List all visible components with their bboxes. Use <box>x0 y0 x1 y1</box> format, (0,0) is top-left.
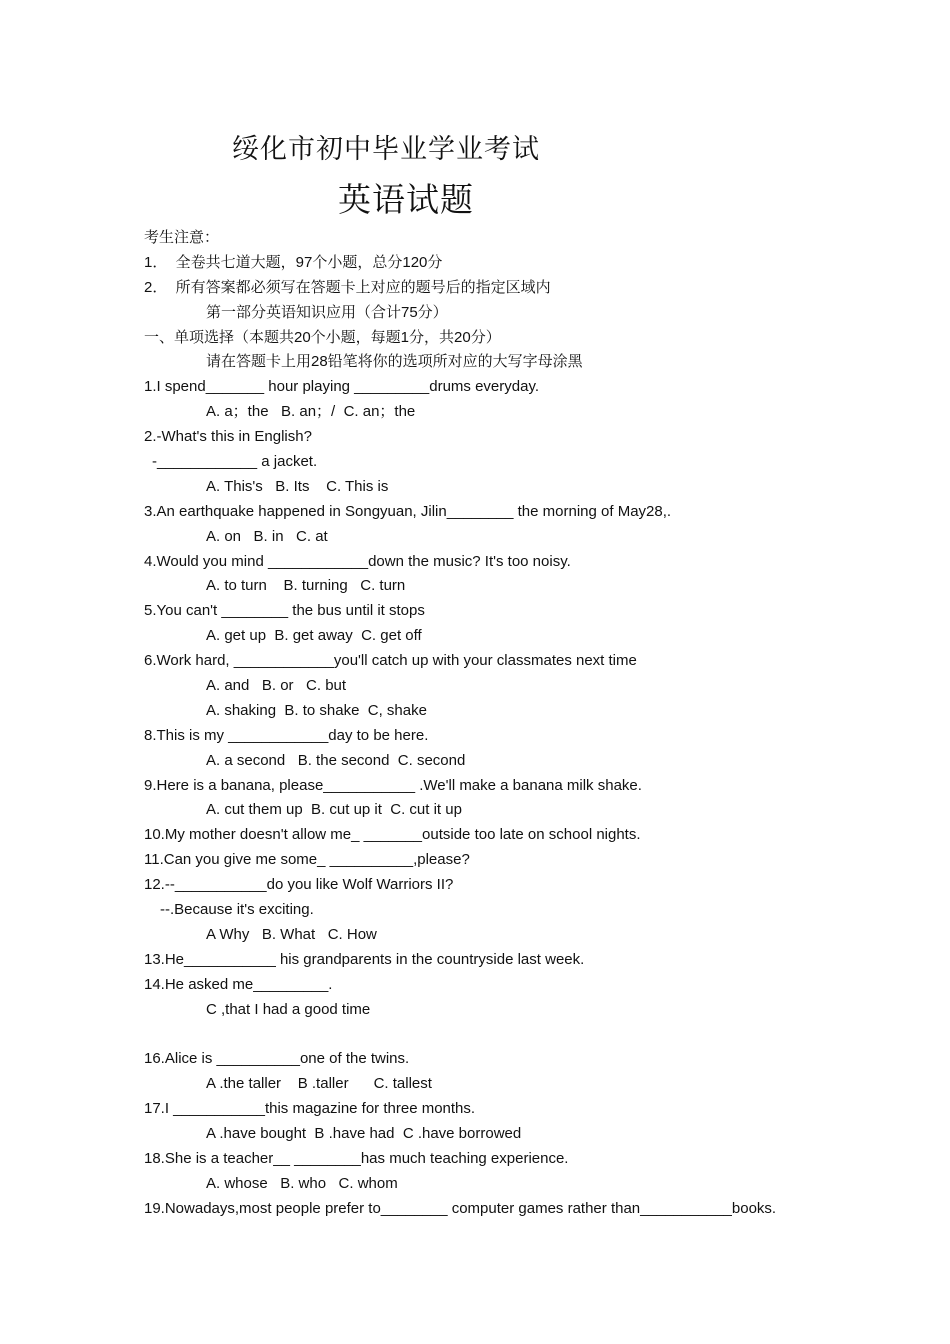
question-8: 8.This is my ____________day to be here. <box>144 726 429 744</box>
question-2-reply: -____________ a jacket. <box>152 453 318 471</box>
options-12: A Why B. What C. How <box>206 925 377 943</box>
question-17: 17.I ___________this magazine for three months. <box>144 1100 476 1118</box>
subject-title: 英语试题 <box>338 180 474 219</box>
options-16: A .the taller B .taller C. tallest <box>206 1075 432 1093</box>
blank-line <box>144 1023 904 1048</box>
question-5: 5.You can't ________ the bus until it stops <box>144 602 425 620</box>
options-17: A .have bought B .have had C .have borrowed <box>206 1125 522 1143</box>
notice-item-1: 1． 全卷共七道大题，97个小题，总分120分 <box>144 253 443 271</box>
options-8: A. a second B. the second C. second <box>206 751 466 769</box>
question-6: 6.Work hard, ____________you'll catch up with your classmates next time <box>144 652 637 670</box>
question-2: 2.-What's this in English? <box>144 428 312 446</box>
question-10: 10.My mother doesn't allow me_ _______outside too late on school nights. <box>144 826 641 844</box>
question-12: 12.--___________do you like Wolf Warriors II? <box>144 876 454 894</box>
options-5: A. get up B. get away C. get off <box>206 627 422 645</box>
question-11: 11.Can you give me some_ __________,please? <box>144 851 470 869</box>
options-3: A. on B. in C. at <box>206 527 328 545</box>
question-9: 9.Here is a banana, please___________ .We'll make a banana milk shake. <box>144 776 642 794</box>
section-instruction: 请在答题卡上用28铅笔将你的选项所对应的大写字母涂黑 <box>206 353 583 371</box>
question-19: 19.Nowadays,most people prefer to________ computer games rather than___________books. <box>144 1199 777 1217</box>
question-4: 4.Would you mind ____________down the music? It's too noisy. <box>144 552 571 570</box>
options-7: A. shaking B. to shake C, shake <box>206 701 427 719</box>
options-2: A. This's B. Its C. This is <box>206 477 389 495</box>
question-3: 3.An earthquake happened in Songyuan, Jilin________ the morning of May28,. <box>144 502 672 520</box>
notice-heading: 考生注意： <box>144 229 220 246</box>
options-4: A. to turn B. turning C. turn <box>206 577 406 595</box>
question-1: 1.I spend_______ hour playing _________drums everyday. <box>144 378 540 396</box>
options-14: C ,that I had a good time <box>206 1000 371 1018</box>
section-heading: 一、单项选择（本题共20个小题，每题1分，共20分） <box>144 328 501 346</box>
notice-item-2: 2． 所有答案都必须写在答题卡上对应的题号后的指定区域内 <box>144 278 551 296</box>
question-16: 16.Alice is __________one of the twins. <box>144 1050 410 1068</box>
question-18: 18.She is a teacher__ ________has much teaching experience. <box>144 1149 569 1167</box>
exam-body <box>144 226 904 1222</box>
options-18: A. whose B. who C. whom <box>206 1174 398 1192</box>
question-13: 13.He___________ his grandparents in the countryside last week. <box>144 950 585 968</box>
question-12-reply: --.Because it's exciting. <box>160 901 314 919</box>
part-one-heading: 第一部分英语知识应用（合计75分） <box>206 303 448 321</box>
question-14: 14.He asked me_________. <box>144 975 333 993</box>
options-9: A. cut them up B. cut up it C. cut it up <box>206 801 462 819</box>
options-1: A. a；the B. an；/ C. an；the <box>206 403 416 421</box>
exam-title: 绥化市初中毕业学业考试 <box>232 134 540 165</box>
options-6: A. and B. or C. but <box>206 677 347 695</box>
